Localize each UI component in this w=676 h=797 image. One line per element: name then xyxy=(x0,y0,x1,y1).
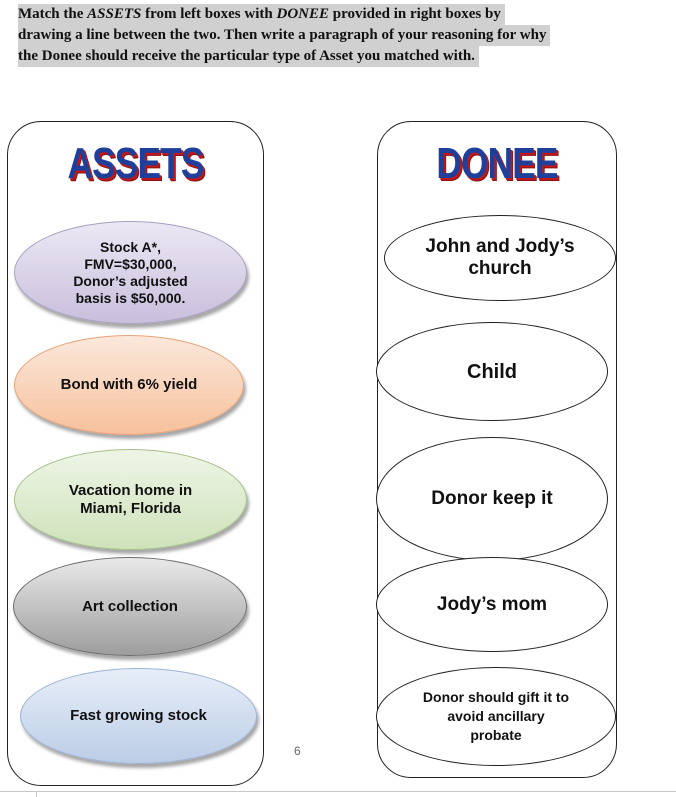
instruction-line-2: drawing a line between the two. Then write a paragraph of your reasoning for why xyxy=(18,25,550,46)
donee-label: Child xyxy=(467,360,517,383)
donee-church[interactable] xyxy=(384,215,616,301)
instruction-line-3: the Donee should receive the particular type of Asset you matched with. xyxy=(18,46,479,67)
asset-vacation-home[interactable] xyxy=(14,449,247,550)
asset-label: Stock A*, FMV=$30,000, Donor’s adjusted basis is $50,000. xyxy=(73,238,188,306)
assets-title: ASSETS xyxy=(67,139,204,188)
donee-avoid-probate[interactable] xyxy=(376,667,616,766)
page-number: 6 xyxy=(294,744,301,758)
instruction-line-1: Match the ASSETS from left boxes with DONEE provided in right boxes by xyxy=(18,4,505,25)
donee-child[interactable] xyxy=(376,322,608,421)
asset-label: Bond with 6% yield xyxy=(60,376,198,393)
donee-label: Jody’s mom xyxy=(436,593,548,615)
donee-jodys-mom[interactable] xyxy=(376,557,608,652)
asset-stock-a[interactable] xyxy=(14,221,247,324)
donee-title: DONEE xyxy=(436,139,558,188)
donee-emphasis: DONEE xyxy=(276,6,329,22)
donee-label: John and Jody’s church xyxy=(425,236,575,279)
asset-label: Art collection xyxy=(82,597,178,615)
instructions xyxy=(18,4,588,67)
assets-emphasis: ASSETS xyxy=(87,6,142,22)
asset-fast-growing-stock[interactable] xyxy=(20,668,257,764)
page-corner-mark xyxy=(0,791,37,797)
page-bottom-rule xyxy=(0,791,676,792)
asset-label: Vacation home in Miami, Florida xyxy=(68,481,193,517)
asset-bond[interactable] xyxy=(14,335,244,435)
donee-keep-it[interactable] xyxy=(376,437,608,561)
donee-label: Donor keep it xyxy=(431,488,553,509)
donee-label: Donor should gift it to avoid ancillary probate xyxy=(422,689,570,743)
asset-art-collection[interactable] xyxy=(13,557,247,656)
asset-label: Fast growing stock xyxy=(70,707,207,724)
